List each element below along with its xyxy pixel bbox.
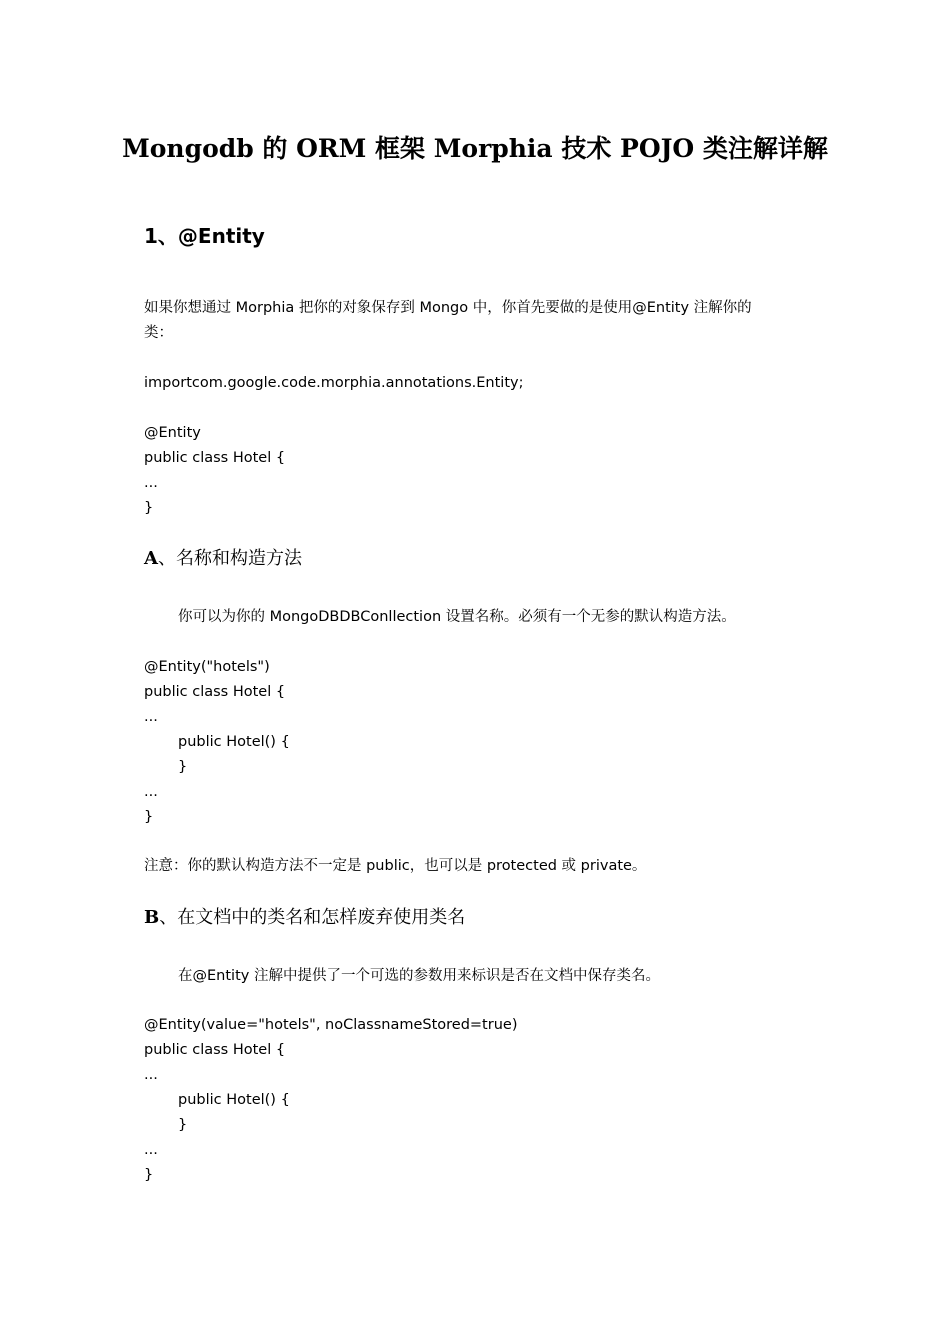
code-line: ... xyxy=(144,1142,158,1158)
subsection-heading-a xyxy=(144,550,302,568)
subsection-title-b: 、在文档中的类名和怎样废弃使用类名 xyxy=(159,907,466,928)
subsection-a-description: 你可以为你的 MongoDBDBConllection 设置名称。必须有一个无参的默认构造方法。 xyxy=(178,609,736,625)
code-line: } xyxy=(178,759,188,775)
subsection-b-description: 在@Entity 注解中提供了一个可选的参数用来标识是否在文档中保存类名。 xyxy=(178,968,660,984)
subsection-heading-b xyxy=(144,909,465,927)
code-line: ... xyxy=(144,1067,158,1083)
code-line: public class Hotel { xyxy=(144,450,286,466)
code-line: } xyxy=(144,809,154,825)
code-line: public Hotel() { xyxy=(178,734,290,750)
code-line: } xyxy=(178,1117,188,1133)
section-heading-entity: 1、@Entity xyxy=(144,224,265,248)
code-line: public Hotel() { xyxy=(178,1092,290,1108)
code-line: @Entity(value="hotels", noClassnameStored=true) xyxy=(144,1017,518,1033)
subsection-title-a: 、名称和构造方法 xyxy=(157,548,302,569)
subsection-a-note: 注意：你的默认构造方法不一定是 public，也可以是 protected 或 private。 xyxy=(144,858,647,874)
code-line: public class Hotel { xyxy=(144,684,286,700)
code-line: } xyxy=(144,1167,154,1183)
code-line: ... xyxy=(144,709,158,725)
import-statement: importcom.google.code.morphia.annotations.Entity; xyxy=(144,375,524,391)
intro-text-line-2: 类： xyxy=(144,325,173,341)
code-line: public class Hotel { xyxy=(144,1042,286,1058)
subsection-letter-a: A xyxy=(144,548,158,569)
subsection-letter-b: B xyxy=(144,907,160,928)
code-line: ... xyxy=(144,784,158,800)
code-line: } xyxy=(144,500,154,516)
code-line: @Entity("hotels") xyxy=(144,659,270,675)
code-line: ... xyxy=(144,475,158,491)
code-line: @Entity xyxy=(144,425,201,441)
intro-text-line-1: 如果你想通过 Morphia 把你的对象保存到 Mongo 中，你首先要做的是使用@Entity 注解你的 xyxy=(144,300,752,316)
document-title: Mongodb 的 ORM 框架 Morphia 技术 POJO 类注解详解 xyxy=(122,134,828,163)
